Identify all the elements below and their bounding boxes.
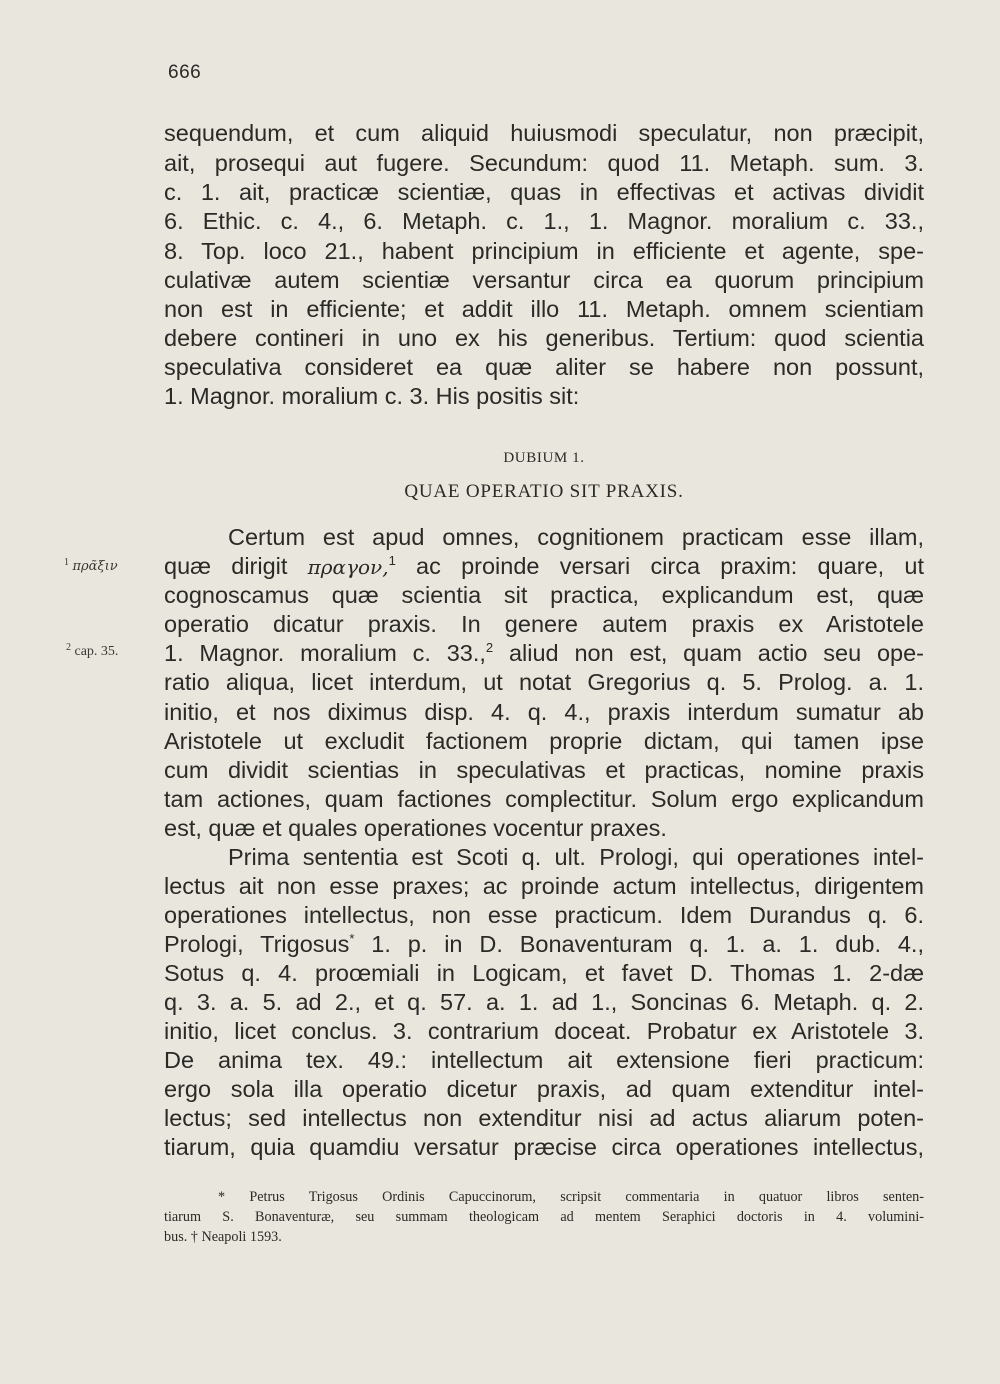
text-line: debere contineri in uno ex his generibus. Tertium: quod scientia bbox=[164, 325, 924, 351]
text-line: Prima sententia est Scoti q. ult. Prologi, qui operationes intel- bbox=[228, 844, 924, 870]
text-line: tam actiones, quam factiones complectitur. Solum ergo explicandum bbox=[164, 786, 924, 812]
text-line: lectus ait non esse praxes; ac proinde actum intellectus, dirigentem bbox=[164, 873, 924, 899]
page-number: 666 bbox=[168, 62, 202, 83]
footnote-line: tiarum S. Bonaventuræ, seu summam theologicam ad mentem Seraphici doctoris in 4. volumini- bbox=[164, 1209, 924, 1225]
section-label: DUBIUM 1. bbox=[503, 450, 585, 466]
text-line: De anima tex. 49.: intellectum ait extensione fieri practicum: bbox=[164, 1047, 924, 1073]
footnote-ref-1: 1 bbox=[388, 553, 396, 568]
footnote-ref-2: 2 bbox=[485, 640, 494, 655]
text-line: ait, prosequi aut fugere. Secundum: quod 11. Metaph. sum. 3. bbox=[164, 150, 924, 176]
text-line: 8. Top. loco 21., habent principium in efficiente et agente, spe- bbox=[164, 238, 924, 264]
margin-note-text: cap. 35. bbox=[74, 644, 119, 659]
greek-word: πραγον, bbox=[307, 555, 389, 579]
text-line: ratio aliqua, licet interdum, ut notat Gregorius q. 5. Prolog. a. 1. bbox=[164, 669, 924, 695]
footnote-ref-star: * bbox=[349, 931, 355, 946]
text-line: sequendum, et cum aliquid huiusmodi speculatur, non præcipit, bbox=[164, 120, 924, 146]
footnote-line: * Petrus Trigosus Ordinis Capuccinorum, scripsit commentaria in quatuor libros senten- bbox=[218, 1189, 924, 1205]
text-line: c. 1. ait, practicæ scientiæ, quas in effectivas et activas dividit bbox=[164, 179, 924, 205]
text-line: operatio dicatur praxis. In genere autem praxis ex Aristotele bbox=[164, 611, 924, 637]
text-line: Aristotele ut excludit factionem proprie dictam, qui tamen ipse bbox=[164, 728, 924, 754]
text-segment: ac proinde versari circa praxim: quare, ut bbox=[395, 553, 925, 579]
text-segment: aliud non est, quam actio seu ope- bbox=[493, 640, 925, 666]
text-line: non est in efficiente; et addit illo 11. Metaph. omnem scientiam bbox=[164, 296, 924, 322]
text-line: lectus; sed intellectus non extenditur nisi ad actus aliarum poten- bbox=[164, 1105, 924, 1131]
text-line: initio, et nos diximus disp. 4. q. 4., praxis interdum sumatur ab bbox=[164, 699, 924, 725]
margin-note-text: πρᾶξιν bbox=[72, 559, 118, 574]
text-line: est, quæ et quales operationes vocentur praxes. bbox=[164, 815, 667, 841]
text-line bbox=[164, 929, 924, 959]
section-title: QUAE OPERATIO SIT PRAXIS. bbox=[404, 481, 684, 502]
margin-note-number: 2 bbox=[66, 642, 71, 653]
text-segment: 1. p. in D. Bonaventuram q. 1. a. 1. dub. 4., bbox=[354, 931, 924, 957]
margin-note-1 bbox=[64, 559, 118, 575]
text-line: 6. Ethic. c. 4., 6. Metaph. c. 1., 1. Magnor. moralium c. 33., bbox=[164, 208, 924, 234]
text-line: Certum est apud omnes, cognitionem practicam esse illam, bbox=[228, 524, 924, 550]
margin-note-2 bbox=[66, 644, 118, 660]
text-line: speculativa consideret ea quæ aliter se habere non possunt, bbox=[164, 354, 924, 380]
text-line: q. 3. a. 5. ad 2., et q. 57. a. 1. ad 1., Soncinas 6. Metaph. q. 2. bbox=[164, 989, 924, 1015]
footnote-line: bus. † Neapoli 1593. bbox=[164, 1229, 282, 1245]
text-line: 1. Magnor. moralium c. 3. His positis sit: bbox=[164, 383, 580, 409]
text-line bbox=[164, 638, 924, 668]
text-line: initio, licet conclus. 3. contrarium doceat. Probatur ex Aristotele 3. bbox=[164, 1018, 924, 1044]
text-segment: 1. Magnor. moralium c. 33., bbox=[164, 640, 486, 666]
text-segment: quæ dirigit bbox=[164, 553, 308, 579]
text-line: ergo sola illa operatio dicetur praxis, ad quam extenditur intel- bbox=[164, 1076, 924, 1102]
margin-note-number: 1 bbox=[64, 557, 69, 568]
text-line: cum dividit scientias in speculativas et practicas, nomine praxis bbox=[164, 757, 924, 783]
text-line: Sotus q. 4. proœmiali in Logicam, et favet D. Thomas 1. 2-dæ bbox=[164, 960, 924, 986]
text-line bbox=[164, 551, 924, 582]
text-segment: Prologi, Trigosus bbox=[164, 931, 350, 957]
text-line: tiarum, quia quamdiu versatur præcise circa operationes intellectus, bbox=[164, 1134, 924, 1160]
text-line: operationes intellectus, non esse practicum. Idem Durandus q. 6. bbox=[164, 902, 924, 928]
text-line: cognoscamus quæ scientia sit practica, explicandum est, quæ bbox=[164, 582, 924, 608]
text-line: culativæ autem scientiæ versantur circa ea quorum principium bbox=[164, 267, 924, 293]
